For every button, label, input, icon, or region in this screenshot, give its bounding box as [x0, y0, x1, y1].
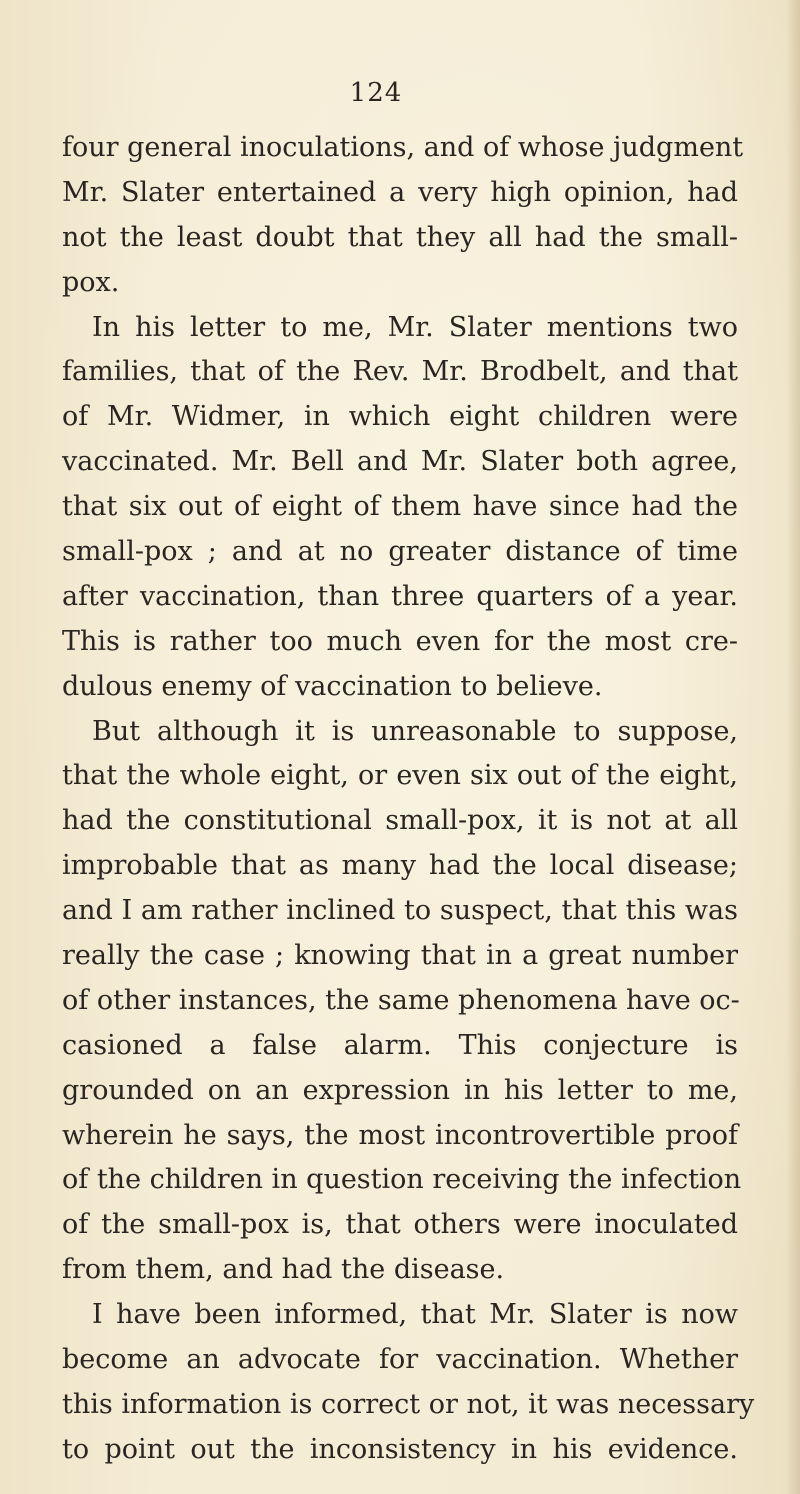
text-line: of Mr. Widmer, in which eight children were: [62, 401, 738, 433]
text-line: dulous enemy of vaccination to believe.: [62, 670, 603, 702]
text-line: of the children in question receiving the infection: [62, 1164, 742, 1196]
text-line: from them, and had the disease.: [62, 1254, 505, 1286]
paragraph-start-line: In his letter to me, Mr. Slater mentions two: [92, 311, 738, 343]
text-line: grounded on an expression in his letter to me,: [62, 1074, 738, 1106]
text-line: had the constitutional small-pox, it is not at all: [62, 805, 738, 837]
page-number: 124: [349, 78, 403, 108]
paragraph-start-line: I have been informed, that Mr. Slater is now: [92, 1299, 738, 1331]
text-line: pox.: [62, 266, 120, 298]
text-line: after vaccination, than three quarters of a year.: [62, 580, 738, 612]
text-line: and I am rather inclined to suspect, that this was: [62, 895, 738, 927]
paragraph-start-line: But although it is unreasonable to suppose,: [92, 715, 738, 747]
text-line: casioned a false alarm. This conjecture is: [62, 1029, 738, 1061]
text-line: four general inoculations, and of whose judgment: [62, 132, 744, 163]
text-line: that six out of eight of them have since had the: [62, 491, 738, 523]
text-line: of the small-pox is, that others were inoculated: [62, 1209, 738, 1241]
text-line: really the case ; knowing that in a great number: [62, 940, 738, 972]
text-line: wherein he says, the most incontrovertible proof: [62, 1119, 738, 1151]
text-line: not the least doubt that they all had the small-: [62, 221, 738, 253]
text-line: become an advocate for vaccination. Whether: [62, 1344, 738, 1376]
text-line: vaccinated. Mr. Bell and Mr. Slater both agree,: [62, 446, 738, 478]
text-line: that the whole eight, or even six out of the eight,: [62, 760, 738, 792]
body-text: [62, 126, 755, 1473]
text-line: of other instances, the same phenomena have oc-: [62, 984, 740, 1016]
text-line: this information is correct or not, it was necessary: [62, 1388, 755, 1420]
page-edge-shadow: [786, 0, 800, 1494]
text-line: improbable that as many had the local disease;: [62, 850, 738, 882]
text-line: This is rather too much even for the most cre-: [62, 625, 738, 657]
text-line: Mr. Slater entertained a very high opinion, had: [62, 176, 738, 208]
text-line: small-pox ; and at no greater distance of time: [62, 536, 738, 568]
text-line: families, that of the Rev. Mr. Brodbelt, and that: [62, 356, 738, 388]
text-line: to point out the inconsistency in his evidence.: [62, 1433, 738, 1465]
